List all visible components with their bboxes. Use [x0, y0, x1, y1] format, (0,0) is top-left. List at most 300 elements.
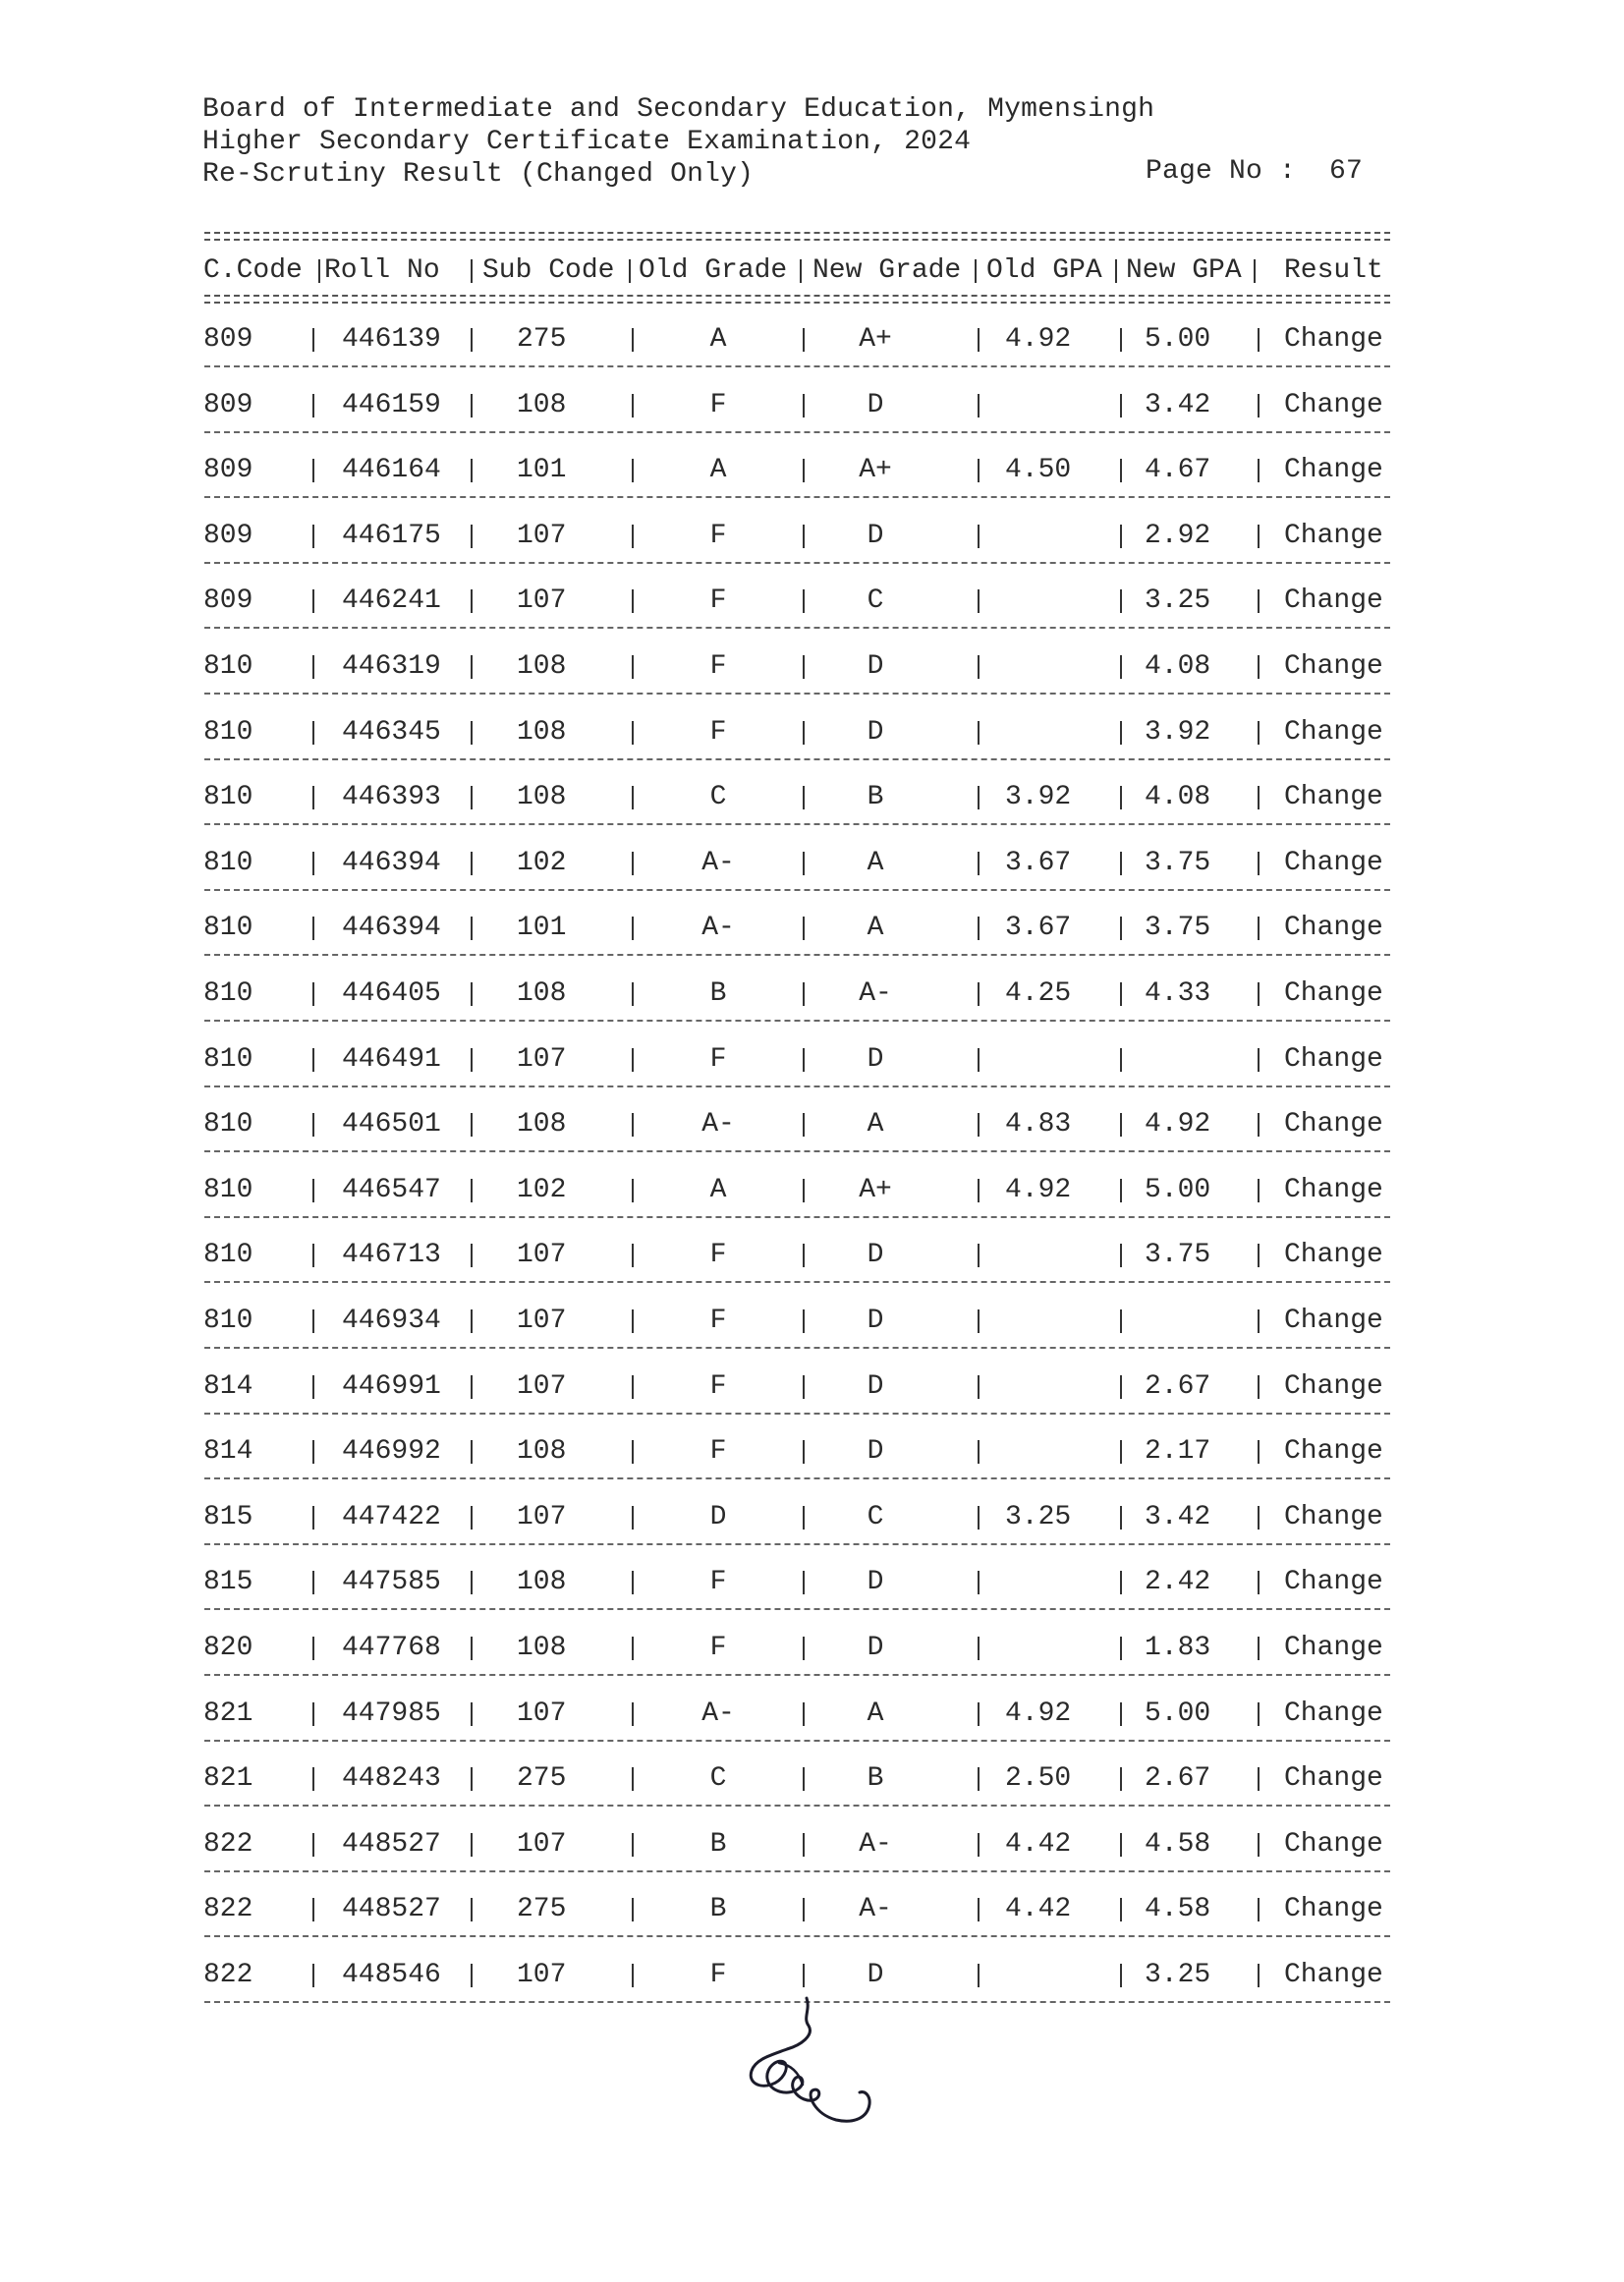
col-separator: [1258, 1767, 1260, 1791]
col-result-header: Result: [1284, 255, 1383, 286]
col-separator: [1258, 328, 1260, 352]
col-separator: [1258, 1898, 1260, 1921]
ccode-cell: 814: [203, 1436, 253, 1468]
result-cell: Change: [1284, 1043, 1383, 1075]
col-separator: [471, 1964, 473, 1987]
col-separator: [803, 1964, 805, 1987]
old-grade-cell: A-: [701, 913, 735, 944]
col-separator: [471, 1898, 473, 1921]
new-gpa-cell: 4.08: [1145, 782, 1211, 813]
col-separator: [803, 1048, 805, 1072]
old-grade-cell: F: [709, 1306, 727, 1336]
board-title: Board of Intermediate and Secondary Education, Mymensingh: [202, 94, 1155, 125]
new-grade-cell: A: [867, 913, 884, 944]
ccode-cell: 809: [203, 585, 253, 617]
col-separator: [803, 1637, 805, 1660]
new-gpa-cell: 2.42: [1145, 1567, 1211, 1598]
roll-no-cell: 446934: [342, 1306, 441, 1336]
old-grade-cell: A-: [701, 1698, 735, 1729]
new-gpa-cell: 5.00: [1145, 1174, 1211, 1205]
roll-no-cell: 446159: [342, 389, 441, 420]
roll-no-cell: 446164: [342, 455, 441, 486]
col-separator: [803, 852, 805, 875]
col-separator: [978, 721, 980, 745]
new-grade-cell: D: [867, 389, 884, 420]
col-separator: [978, 1375, 980, 1399]
table-row: [0, 1304, 1624, 1339]
old-grade-cell: F: [709, 651, 727, 682]
row-divider: [204, 431, 1390, 433]
old-grade-cell: F: [709, 1436, 727, 1468]
table-row: [0, 1827, 1624, 1863]
col-separator: [1120, 1375, 1122, 1399]
col-separator: [632, 917, 634, 940]
new-grade-cell: D: [867, 1306, 884, 1336]
row-divider: [204, 758, 1390, 760]
old-gpa-cell: 4.83: [1005, 1109, 1072, 1141]
col-separator: [471, 394, 473, 417]
result-cell: Change: [1284, 520, 1383, 551]
col-separator: [1120, 1833, 1122, 1857]
col-separator: [312, 1179, 314, 1202]
col-separator: [1258, 1244, 1260, 1267]
col-separator: [1258, 852, 1260, 875]
roll-no-cell: 448546: [342, 1960, 441, 1990]
col-separator: [978, 655, 980, 679]
old-grade-cell: B: [709, 978, 727, 1009]
row-divider: [204, 1935, 1390, 1937]
sub-code-cell: 101: [517, 455, 567, 486]
old-gpa-cell: 4.42: [1005, 1894, 1072, 1925]
col-separator: [312, 394, 314, 417]
result-cell: Change: [1284, 1567, 1383, 1598]
col-separator: [312, 328, 314, 352]
col-separator: [632, 328, 634, 352]
col-separator: [978, 1898, 980, 1921]
col-separator: [803, 1833, 805, 1857]
col-separator: [471, 852, 473, 875]
ccode-cell: 810: [203, 1043, 253, 1075]
result-cell: Change: [1284, 1240, 1383, 1271]
col-separator: [471, 1833, 473, 1857]
col-separator: [312, 1637, 314, 1660]
result-cell: Change: [1284, 847, 1383, 878]
col-separator: [632, 721, 634, 745]
col-separator: [1258, 525, 1260, 548]
sub-code-cell: 108: [517, 782, 567, 813]
row-divider: [204, 1543, 1390, 1545]
col-separator: [312, 1767, 314, 1791]
col-separator: [1258, 1702, 1260, 1726]
new-grade-cell: A+: [859, 455, 892, 486]
col-separator: [312, 1048, 314, 1072]
col-separator: [632, 655, 634, 679]
row-divider: [204, 889, 1390, 891]
old-grade-cell: A: [709, 324, 727, 355]
ccode-cell: 810: [203, 716, 253, 748]
roll-no-cell: 446991: [342, 1370, 441, 1402]
old-grade-cell: F: [709, 1370, 727, 1402]
new-gpa-cell: 3.75: [1145, 1240, 1211, 1271]
row-divider: [204, 1608, 1390, 1610]
ccode-cell: 810: [203, 1109, 253, 1141]
col-separator: [1258, 1833, 1260, 1857]
col-separator: [312, 589, 314, 613]
new-gpa-cell: 3.25: [1145, 585, 1211, 617]
row-divider: [204, 1477, 1390, 1479]
new-grade-cell: D: [867, 520, 884, 551]
col-separator: [471, 1048, 473, 1072]
old-grade-cell: A-: [701, 847, 735, 878]
col-old-grade-header: Old Grade: [639, 255, 788, 286]
new-grade-cell: C: [867, 585, 884, 617]
col-separator: [312, 1309, 314, 1333]
col-separator: [632, 1244, 634, 1267]
col-separator: [312, 655, 314, 679]
table-row: [0, 1500, 1624, 1535]
ccode-cell: 815: [203, 1567, 253, 1598]
result-cell: Change: [1284, 913, 1383, 944]
col-separator: [1258, 917, 1260, 940]
col-ccode-header: C.Code: [203, 255, 303, 286]
new-gpa-cell: 3.75: [1145, 847, 1211, 878]
new-grade-cell: A+: [859, 1174, 892, 1205]
col-separator: [1120, 1964, 1122, 1987]
table-row: [0, 911, 1624, 946]
col-separator: [471, 589, 473, 613]
col-separator: [1258, 786, 1260, 809]
table-row: [0, 1631, 1624, 1666]
col-separator: [978, 589, 980, 613]
old-grade-cell: F: [709, 585, 727, 617]
row-divider: [204, 1281, 1390, 1283]
col-separator: [471, 328, 473, 352]
result-cell: Change: [1284, 1828, 1383, 1860]
new-gpa-cell: 2.17: [1145, 1436, 1211, 1468]
col-separator: [1258, 1048, 1260, 1072]
col-separator: [471, 1767, 473, 1791]
col-separator: [978, 1309, 980, 1333]
col-separator: [803, 1702, 805, 1726]
col-separator: [1120, 1637, 1122, 1660]
sub-code-cell: 107: [517, 1828, 567, 1860]
col-separator: [978, 1833, 980, 1857]
new-gpa-cell: 4.33: [1145, 978, 1211, 1009]
old-gpa-cell: 4.25: [1005, 978, 1072, 1009]
new-gpa-cell: 4.58: [1145, 1894, 1211, 1925]
sub-code-cell: 102: [517, 847, 567, 878]
result-cell: Change: [1284, 1109, 1383, 1141]
col-separator: [978, 1179, 980, 1202]
col-separator: [1258, 1440, 1260, 1464]
roll-no-cell: 447985: [342, 1698, 441, 1729]
col-separator: [312, 1440, 314, 1464]
col-separator: [803, 394, 805, 417]
page-number: Page No : 67: [1146, 156, 1364, 187]
old-grade-cell: C: [709, 1763, 727, 1795]
ccode-cell: 822: [203, 1894, 253, 1925]
col-separator: [1120, 655, 1122, 679]
sub-code-cell: 108: [517, 716, 567, 748]
col-separator: [1258, 589, 1260, 613]
col-separator: [978, 982, 980, 1006]
col-separator: [632, 394, 634, 417]
sub-code-cell: 107: [517, 1043, 567, 1075]
col-separator: [632, 1571, 634, 1594]
row-divider: [204, 1674, 1390, 1676]
old-grade-cell: F: [709, 1960, 727, 1990]
result-cell: Change: [1284, 324, 1383, 355]
table-row: [0, 1238, 1624, 1273]
new-gpa-cell: 3.25: [1145, 1960, 1211, 1990]
ccode-cell: 820: [203, 1633, 253, 1663]
col-roll-header: Roll No: [324, 255, 440, 286]
col-separator: [978, 1571, 980, 1594]
col-separator: [978, 1113, 980, 1137]
ccode-cell: 809: [203, 455, 253, 486]
col-separator: [632, 459, 634, 482]
col-separator: [1120, 786, 1122, 809]
col-separator: [632, 1833, 634, 1857]
row-divider: [204, 1347, 1390, 1349]
col-separator: [312, 525, 314, 548]
new-gpa-cell: 4.67: [1145, 455, 1211, 486]
signature-mark: [742, 1994, 889, 2142]
col-separator: [471, 1637, 473, 1660]
table-row: [0, 976, 1624, 1012]
col-separator: [1258, 655, 1260, 679]
col-separator: [1115, 259, 1117, 283]
col-separator: [1120, 917, 1122, 940]
old-grade-cell: A: [709, 1174, 727, 1205]
col-separator: [471, 1506, 473, 1530]
old-gpa-cell: 4.42: [1005, 1828, 1072, 1860]
col-separator: [803, 1179, 805, 1202]
col-separator: [471, 1244, 473, 1267]
row-divider: [204, 1870, 1390, 1872]
new-grade-cell: D: [867, 1567, 884, 1598]
ccode-cell: 821: [203, 1698, 253, 1729]
col-separator: [1258, 1506, 1260, 1530]
roll-no-cell: 446405: [342, 978, 441, 1009]
col-separator: [1258, 1964, 1260, 1987]
col-separator: [1258, 1309, 1260, 1333]
col-separator: [471, 1309, 473, 1333]
col-separator: [471, 1440, 473, 1464]
col-separator: [629, 259, 631, 283]
result-cell: Change: [1284, 1370, 1383, 1402]
col-separator: [1120, 459, 1122, 482]
row-divider: [204, 1805, 1390, 1807]
col-separator: [803, 525, 805, 548]
col-separator: [975, 259, 977, 283]
sub-code-cell: 107: [517, 585, 567, 617]
col-separator: [312, 1702, 314, 1726]
col-separator: [632, 1440, 634, 1464]
roll-no-cell: 446992: [342, 1436, 441, 1468]
sub-code-cell: 275: [517, 1894, 567, 1925]
col-separator: [471, 917, 473, 940]
old-gpa-cell: 3.92: [1005, 782, 1072, 813]
table-row: [0, 780, 1624, 815]
new-grade-cell: D: [867, 716, 884, 748]
col-separator: [632, 1898, 634, 1921]
col-separator: [978, 852, 980, 875]
col-separator: [471, 525, 473, 548]
roll-no-cell: 446394: [342, 913, 441, 944]
table-row: [0, 1042, 1624, 1078]
new-grade-cell: D: [867, 1436, 884, 1468]
new-grade-cell: D: [867, 1633, 884, 1663]
table-row: [0, 1173, 1624, 1208]
row-divider: [204, 1216, 1390, 1218]
col-separator: [1120, 1244, 1122, 1267]
result-cell: Change: [1284, 1174, 1383, 1205]
col-separator: [978, 1244, 980, 1267]
col-separator: [1258, 1571, 1260, 1594]
col-separator: [471, 721, 473, 745]
row-divider: [204, 693, 1390, 695]
new-grade-cell: D: [867, 651, 884, 682]
col-separator: [1120, 1113, 1122, 1137]
ccode-cell: 810: [203, 913, 253, 944]
roll-no-cell: 448527: [342, 1894, 441, 1925]
col-separator: [471, 1179, 473, 1202]
col-separator: [978, 917, 980, 940]
ccode-cell: 810: [203, 1306, 253, 1336]
roll-no-cell: 447768: [342, 1633, 441, 1663]
col-separator: [312, 1964, 314, 1987]
table-row: [0, 846, 1624, 881]
result-cell: Change: [1284, 978, 1383, 1009]
old-grade-cell: F: [709, 1240, 727, 1271]
col-separator: [632, 525, 634, 548]
roll-no-cell: 446501: [342, 1109, 441, 1141]
exam-title: Higher Secondary Certificate Examination, 2024: [202, 127, 972, 157]
new-gpa-cell: 5.00: [1145, 1698, 1211, 1729]
col-separator: [978, 394, 980, 417]
new-gpa-cell: 3.75: [1145, 913, 1211, 944]
old-grade-cell: A-: [701, 1109, 735, 1141]
table-row: [0, 1892, 1624, 1927]
result-cell: Change: [1284, 1698, 1383, 1729]
col-separator: [1258, 1113, 1260, 1137]
col-separator: [978, 786, 980, 809]
roll-no-cell: 446139: [342, 324, 441, 355]
col-separator: [1258, 1637, 1260, 1660]
header-top-rule: [204, 232, 1390, 241]
col-separator: [632, 786, 634, 809]
new-grade-cell: A: [867, 1109, 884, 1141]
ccode-cell: 810: [203, 1240, 253, 1271]
result-cell: Change: [1284, 1633, 1383, 1663]
ccode-cell: 809: [203, 389, 253, 420]
old-grade-cell: D: [709, 1501, 727, 1532]
col-separator: [1120, 721, 1122, 745]
col-separator: [803, 1506, 805, 1530]
sub-code-cell: 101: [517, 913, 567, 944]
table-row: [0, 322, 1624, 358]
sub-code-cell: 108: [517, 1567, 567, 1598]
ccode-cell: 810: [203, 782, 253, 813]
col-new-gpa-header: New GPA: [1126, 255, 1242, 286]
result-cell: Change: [1284, 716, 1383, 748]
col-separator: [978, 1964, 980, 1987]
col-separator: [471, 1571, 473, 1594]
col-separator: [632, 1767, 634, 1791]
roll-no-cell: 447422: [342, 1501, 441, 1532]
sub-code-cell: 275: [517, 1763, 567, 1795]
roll-no-cell: 446394: [342, 847, 441, 878]
old-gpa-cell: 4.92: [1005, 324, 1072, 355]
col-separator: [1120, 328, 1122, 352]
old-grade-cell: F: [709, 716, 727, 748]
roll-no-cell: 446175: [342, 520, 441, 551]
col-separator: [803, 589, 805, 613]
sub-code-cell: 108: [517, 978, 567, 1009]
col-separator: [978, 1637, 980, 1660]
col-separator: [1120, 1309, 1122, 1333]
col-separator: [803, 1375, 805, 1399]
row-divider: [204, 496, 1390, 498]
col-separator: [800, 259, 802, 283]
row-divider: [204, 562, 1390, 564]
header-bottom-rule: [204, 295, 1390, 304]
table-row: [0, 1107, 1624, 1142]
new-gpa-cell: 4.92: [1145, 1109, 1211, 1141]
new-grade-cell: A-: [859, 1828, 892, 1860]
col-separator: [312, 1571, 314, 1594]
roll-no-cell: 446713: [342, 1240, 441, 1271]
col-separator: [803, 786, 805, 809]
result-cell: Change: [1284, 1306, 1383, 1336]
col-new-grade-header: New Grade: [812, 255, 962, 286]
col-old-gpa-header: Old GPA: [986, 255, 1102, 286]
new-grade-cell: D: [867, 1043, 884, 1075]
col-separator: [632, 1179, 634, 1202]
row-divider: [204, 1740, 1390, 1742]
col-separator: [471, 459, 473, 482]
result-cell: Change: [1284, 1763, 1383, 1795]
col-separator: [471, 1375, 473, 1399]
col-separator: [1120, 1179, 1122, 1202]
new-grade-cell: C: [867, 1501, 884, 1532]
old-grade-cell: F: [709, 1043, 727, 1075]
col-separator: [1258, 394, 1260, 417]
new-gpa-cell: 4.58: [1145, 1828, 1211, 1860]
roll-no-cell: 446393: [342, 782, 441, 813]
new-grade-cell: A-: [859, 1894, 892, 1925]
col-separator: [312, 1506, 314, 1530]
col-separator: [632, 852, 634, 875]
col-separator: [803, 1898, 805, 1921]
col-separator: [1120, 1048, 1122, 1072]
col-separator: [1120, 1571, 1122, 1594]
row-divider: [204, 823, 1390, 825]
col-separator: [471, 1702, 473, 1726]
row-divider: [204, 1020, 1390, 1022]
old-gpa-cell: 4.92: [1005, 1174, 1072, 1205]
sub-code-cell: 108: [517, 1436, 567, 1468]
col-separator: [312, 1375, 314, 1399]
roll-no-cell: 446491: [342, 1043, 441, 1075]
roll-no-cell: 446547: [342, 1174, 441, 1205]
col-separator: [312, 852, 314, 875]
table-row: [0, 1565, 1624, 1600]
ccode-cell: 810: [203, 978, 253, 1009]
sub-code-cell: 107: [517, 1240, 567, 1271]
new-grade-cell: D: [867, 1960, 884, 1990]
